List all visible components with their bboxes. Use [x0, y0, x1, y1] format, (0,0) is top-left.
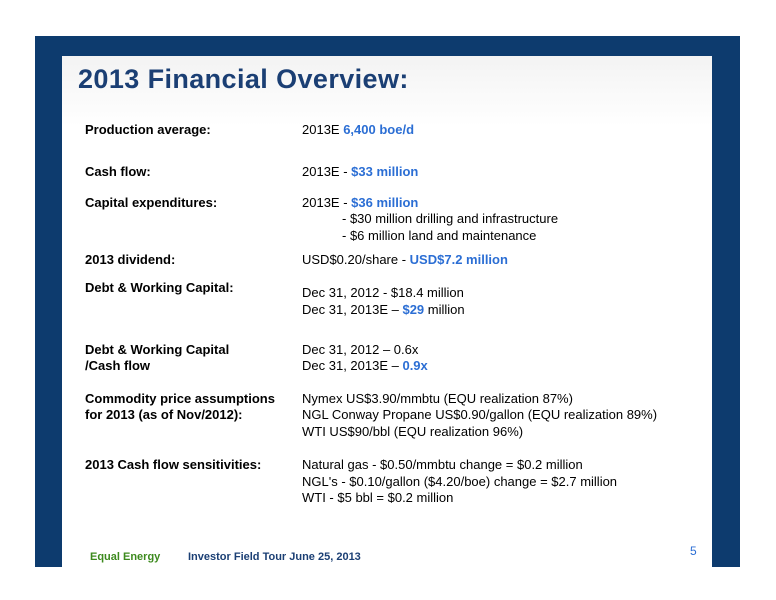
capex-label: Capital expenditures:: [85, 195, 218, 210]
dividend-label: 2013 dividend:: [85, 252, 176, 267]
page-number: 5: [690, 544, 697, 558]
commodity-label-1: Commodity price assumptions: [85, 391, 275, 406]
sensitivity-ngl: NGL's - $0.10/gallon ($4.20/boe) change = $2.7 million: [302, 474, 618, 489]
debt-2013e: Dec 31, 2013E – $29 million: [302, 302, 465, 317]
capex-highlight: $36 million: [351, 195, 419, 210]
dividend-highlight: USD$7.2 million: [409, 252, 508, 267]
capex-detail-drilling: - $30 million drilling and infrastructure: [342, 211, 559, 226]
footer-company: Equal Energy: [90, 551, 161, 563]
sensitivity-gas: Natural gas - $0.50/mmbtu change = $0.2 million: [302, 457, 583, 472]
footer-event: Investor Field Tour June 25, 2013: [188, 551, 361, 563]
cashflow-label: Cash flow:: [85, 164, 151, 179]
commodity-label-2: for 2013 (as of Nov/2012):: [85, 407, 243, 422]
commodity-nymex: Nymex US$3.90/mmbtu (EQU realization 87%): [302, 391, 573, 406]
ratio-label-2: /Cash flow: [85, 358, 151, 373]
debt-label: Debt & Working Capital:: [85, 280, 234, 295]
debt-2012: Dec 31, 2012 - $18.4 million: [302, 285, 464, 300]
sensitivity-label: 2013 Cash flow sensitivities:: [85, 457, 262, 472]
debt-highlight: $29: [402, 302, 425, 317]
commodity-wti: WTI US$90/bbl (EQU realization 96%): [302, 424, 524, 439]
dividend-value: USD$0.20/share - USD$7.2 million: [302, 252, 508, 267]
slide-title: 2013 Financial Overview:: [78, 64, 409, 94]
production-label: Production average:: [85, 122, 211, 137]
ratio-label-1: Debt & Working Capital: [85, 342, 230, 357]
production-highlight: 6,400 boe/d: [343, 122, 415, 137]
ratio-2013e: Dec 31, 2013E – 0.9x: [302, 358, 428, 373]
production-value: 2013E 6,400 boe/d: [302, 122, 415, 137]
commodity-ngl: NGL Conway Propane US$0.90/gallon (EQU realization 89%): [302, 407, 658, 422]
capex-value: 2013E - $36 million: [302, 195, 419, 210]
ratio-highlight: 0.9x: [402, 358, 428, 373]
ratio-2012: Dec 31, 2012 – 0.6x: [302, 342, 419, 357]
sensitivity-wti: WTI - $5 bbl = $0.2 million: [302, 490, 454, 505]
cashflow-highlight: $33 million: [351, 164, 419, 179]
capex-detail-land: - $6 million land and maintenance: [342, 228, 537, 243]
cashflow-value: 2013E - $33 million: [302, 164, 419, 179]
